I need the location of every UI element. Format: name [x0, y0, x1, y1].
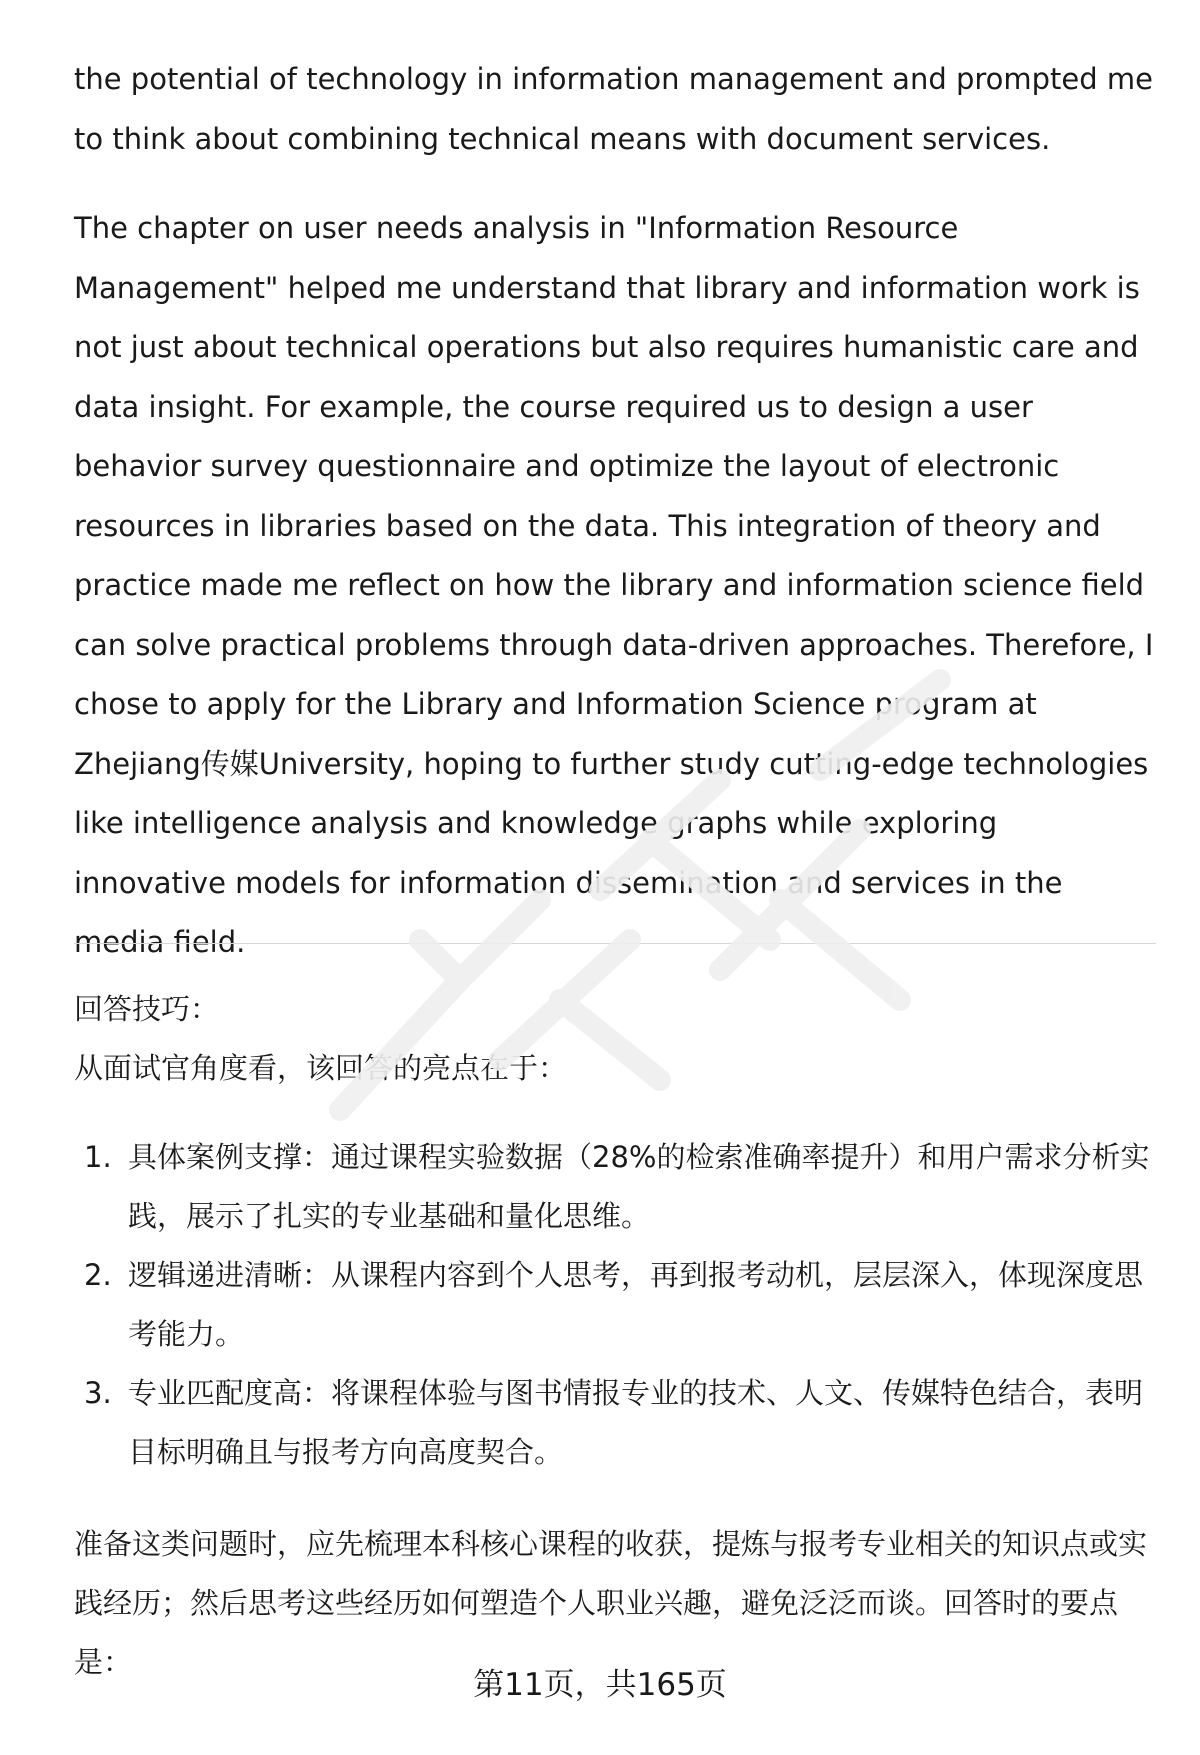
answer-tips-section [74, 980, 1154, 1482]
list-item [74, 1128, 1154, 1246]
list-item-text: 专业匹配度高：将课程体验与图书情报专业的技术、人文、传媒特色结合，表明目标明确且与报考方向高度契合。 [128, 1376, 1144, 1469]
section-divider [74, 943, 1156, 944]
tips-heading: 回答技巧： [74, 992, 220, 1026]
paragraph-main: The chapter on user needs analysis in "Information Resource Management" helped me understand that library and information work is not just about technical operations but also requires humanistic care and data insight. For example, the course required us to design a user behavior survey questionnaire and optimize the layout of electronic resources in libraries based on the data. This integration of theory and practice made me reflect on how the library and information science field can solve practical problems through data-driven approaches. Therefore, I chose to apply for the Library and Information Science program at Zhejiang传媒University, hoping to further study cutting-edge technologies like intelligence analysis and knowledge graphs while exploring innovative models for information dissemination and services in the media field. [74, 211, 1154, 959]
closing-paragraph: 准备这类问题时，应先梳理本科核心课程的收获，提炼与报考专业相关的知识点或实践经历；然后思考这些经历如何塑造个人职业兴趣，避免泛泛而谈。回答时的要点是： [74, 1527, 1148, 1679]
list-item [74, 1246, 1154, 1364]
paragraph-intro: the potential of technology in information management and prompted me to think about combining technical means with document services. [74, 62, 1153, 156]
tips-intro: 从面试官角度看，该回答的亮点在于： [74, 1051, 568, 1085]
list-number: 3. [84, 1376, 112, 1410]
page-number: 第11页，共165页 [473, 1667, 727, 1703]
list-item-text: 具体案例支撑：通过课程实验数据（28%的检索准确率提升）和用户需求分析实践，展示了扎实的专业基础和量化思维。 [128, 1140, 1150, 1233]
tips-list [74, 1128, 1154, 1482]
list-number: 2. [84, 1258, 112, 1292]
list-item [74, 1364, 1154, 1482]
list-number: 1. [84, 1140, 112, 1174]
essay-body [74, 50, 1154, 973]
list-item-text: 逻辑递进清晰：从课程内容到个人思考，再到报考动机，层层深入，体现深度思考能力。 [128, 1258, 1144, 1351]
